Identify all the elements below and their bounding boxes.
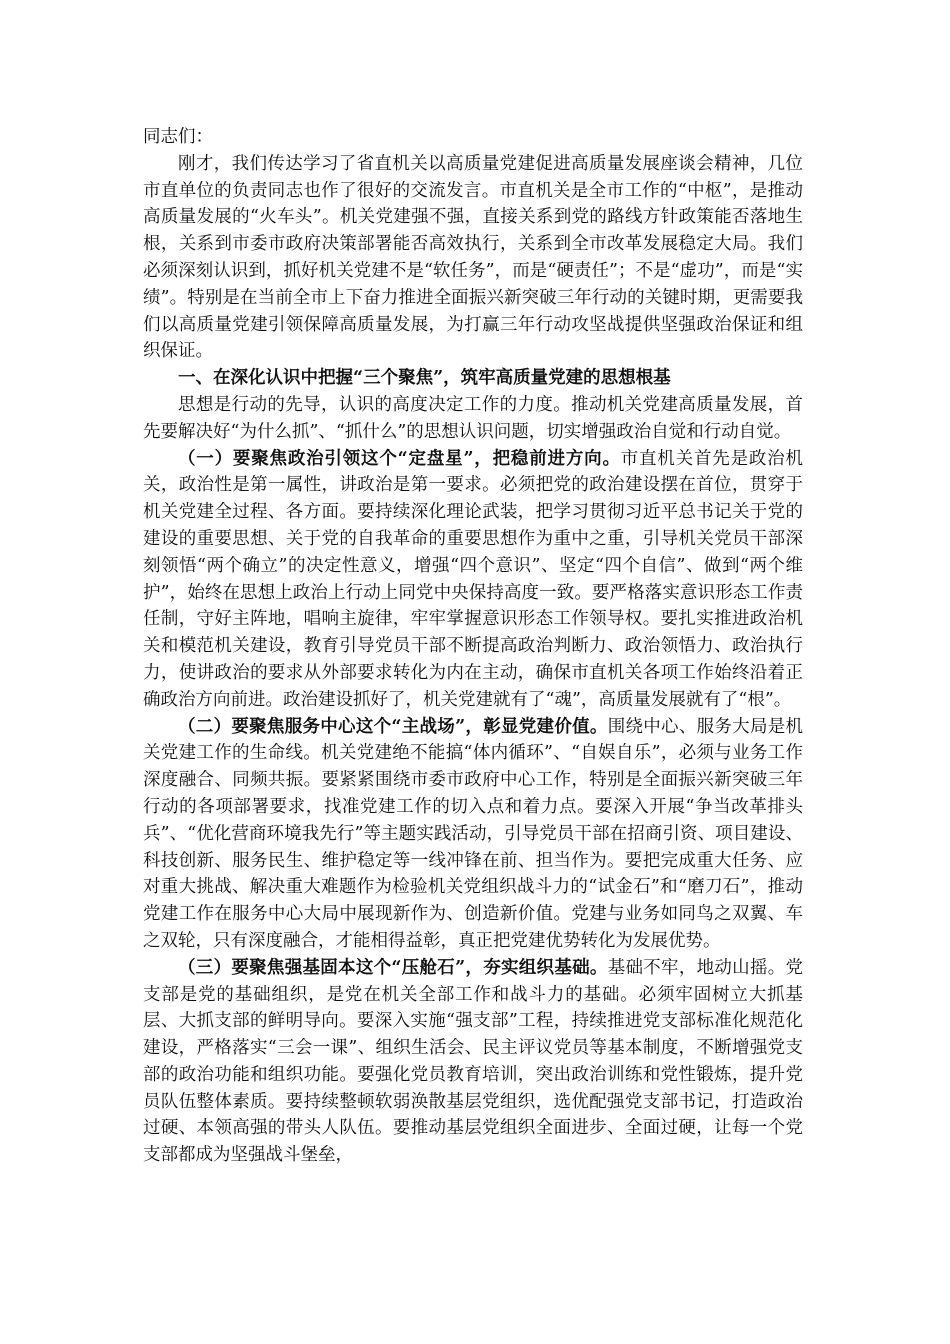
salutation: 同志们： bbox=[143, 127, 213, 147]
item-body-1: 市直机关首先是政治机关，政治性是第一属性，讲政治是第一要求。必须把党的政治建设摆在首位，贯穿于机关党建全过程、各方面。要持续深化理论武装，把学习贯彻习近平总书记关于党的建设的重要思想、关于党的自我革命的重要思想作为重中之重，引导机关党员干部深刻领悟“两个确立”的决定性意义，增强“四个意识”、坚定“四个自信”、做到“两个维护”，始终在思想上政治上行动上同党中央保持高度一致。要严格落实意识形态工作责任制，守好主阵地，唱响主旋律，牢牢掌握意识形态工作领导权。要扎实推进政治机关和模范机关建设，教育引导党员干部不断提高政治判断力、政治领悟力、政治执行力，使讲政治的要求从外部要求转化为内在主动，确保市直机关各项工作始终沿着正确政治方向前进。政治建设抓好了，机关党建就有了“魂”，高质量发展就有了“根”。 bbox=[143, 448, 803, 710]
document-body bbox=[143, 124, 803, 1169]
item-lead-2: （二）要聚焦服务中心这个“主战场”，彰显党建价值。 bbox=[178, 716, 608, 737]
item-body-3: 基础不牢，地动山摇。党支部是党的基础组织，是党在机关全部工作和战斗力的基础。必须牢固树立大抓基层、大抓支部的鲜明导向。要深入实施“强支部”工程，持续推进党支部标准化规范化建设，严格落实“三会一课”、组织生活会、民主评议党员等基本制度，不断增强党支部的政治功能和组织功能。要强化党员教育培训，突出政治训练和党性锻炼，提升党员队伍整体素质。要持续整顿软弱涣散基层党组织，选优配强党支部书记，打造政治过硬、本领高强的带头人队伍。要推动基层党组织全面进步、全面过硬，让每一个党支部都成为坚强战斗堡垒， bbox=[143, 957, 804, 1166]
section-intro-paragraph: 思想是行动的先导，认识的高度决定工作的力度。推动机关党建高质量发展，首先要解决好“为什么抓”、“抓什么”的思想认识问题，切实增强政治自觉和行动自觉。 bbox=[143, 394, 803, 442]
item-paragraph-2 bbox=[143, 714, 803, 955]
item-paragraph-3 bbox=[143, 955, 803, 1169]
section-heading: 一、在深化认识中把握“三个聚焦”，筑牢高质量党建的思想根基 bbox=[178, 368, 671, 389]
item-lead-3: （三）要聚焦强基固本这个“压舱石”，夯实组织基础。 bbox=[178, 957, 608, 978]
item-paragraph-1 bbox=[143, 446, 803, 714]
intro-paragraph: 刚才，我们传达学习了省直机关以高质量党建促进高质量发展座谈会精神，几位市直单位的负责同志也作了很好的交流发言。市直机关是全市工作的“中枢”，是推动高质量发展的“火车头”。机关党建强不强，直接关系到党的路线方针政策能否落地生根，关系到市委市政府决策部署能否高效执行，关系到全市改革发展稳定大局。我们必须深刻认识到，抓好机关党建不是“软任务”，而是“硬责任”；不是“虚功”，而是“实绩”。特别是在当前全市上下奋力推进全面振兴新突破三年行动的关键时期，更需要我们以高质量党建引领保障高质量发展，为打赢三年行动攻坚战提供坚强政治保证和组织保证。 bbox=[143, 153, 803, 362]
item-lead-1: （一）要聚焦政治引领这个“定盘星”，把稳前进方向。 bbox=[178, 448, 621, 469]
item-body-2: 围绕中心、服务大局是机关党建工作的生命线。机关党建绝不能搞“体内循环”、“自娱自乐”，必须与业务工作深度融合、同频共振。要紧紧围绕市委市政府中心工作，特别是全面振兴新突破三年行动的各项部署要求，找准党建工作的切入点和着力点。要深入开展“争当改革排头兵”、“优化营商环境我先行”等主题实践活动，引导党员干部在招商引资、项目建设、科技创新、服务民生、维护稳定等一线冲锋在前、担当作为。要把完成重大任务、应对重大挑战、解决重大难题作为检验机关党组织战斗力的“试金石”和“磨刀石”，推动党建工作在服务中心大局中展现新作为、创造新价值。党建与业务如同鸟之双翼、车之双轮，只有深度融合，才能相得益彰，真正把党建优势转化为发展优势。 bbox=[143, 716, 804, 951]
